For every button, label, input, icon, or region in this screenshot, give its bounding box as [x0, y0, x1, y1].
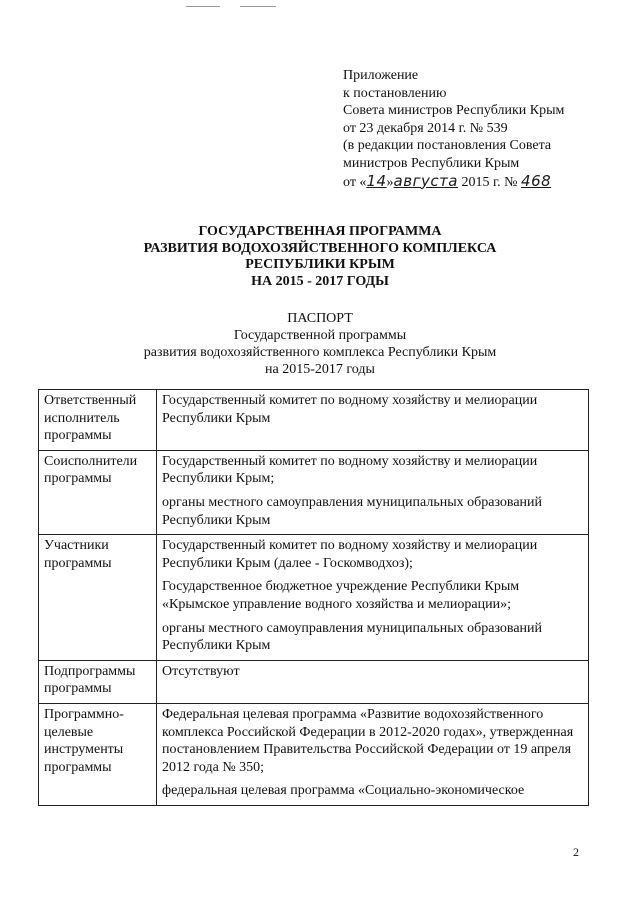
page-number: 2	[573, 845, 579, 859]
appendix-line: (в редакции постановления Совета	[343, 138, 552, 154]
row-paragraph: Государственный комитет по водному хозяйству и мелиорации Республики Крым (далее - Госкомводхоз);	[162, 538, 538, 571]
row-content	[157, 660, 589, 703]
row-label: Ответственный исполнитель программы	[39, 390, 157, 451]
row-paragraph: органы местного самоуправления муниципальных образований Республики Крым	[162, 620, 543, 654]
handwritten-number: 468	[521, 171, 552, 190]
row-label: Программно-целевые инструменты программы	[39, 703, 157, 805]
row-paragraph: федеральная целевая программа «Социально-экономическое	[162, 783, 525, 799]
passport-subtitle: развития водохозяйственного комплекса Республики Крым	[143, 345, 497, 360]
table-row	[39, 660, 589, 703]
row-content	[157, 450, 589, 534]
row-label: Подпрограммы программы	[39, 660, 157, 703]
date-quote: »	[386, 174, 394, 190]
row-paragraph: Федеральная целевая программа «Развитие водохозяйственного комплекса Российской Федерации в 2012-2020 годах», утвержденная постановлением Правительства Российской Федерации от 19 апреля 2012 года № 350;	[162, 706, 574, 775]
passport-title: ПАСПОРТ	[287, 311, 353, 326]
appendix-block	[343, 67, 633, 191]
table-row	[39, 535, 589, 661]
title-line: РЕСПУБЛИКИ КРЫМ	[245, 257, 395, 272]
handwritten-day: 14	[366, 171, 387, 190]
table-row	[39, 703, 589, 805]
appendix-line: министров Республики Крым	[343, 155, 520, 171]
passport-heading	[0, 310, 640, 378]
row-paragraph: Государственный комитет по водному хозяйству и мелиорации Республики Крым	[162, 393, 538, 426]
appendix-line: от 23 декабря 2014 г. № 539	[343, 120, 508, 136]
appendix-line: к постановлению	[343, 85, 447, 101]
row-paragraph: Государственное бюджетное учреждение Республики Крым «Крымское управление водного хозяйства и мелиорации»;	[162, 579, 520, 612]
row-content	[157, 703, 589, 805]
row-paragraph: Отсутствуют	[162, 663, 240, 679]
document-title	[0, 224, 640, 290]
row-paragraph: органы местного самоуправления муниципальных образований Республики Крым	[162, 494, 543, 528]
table-row	[39, 450, 589, 534]
scan-mark	[186, 6, 220, 7]
title-line: РАЗВИТИЯ ВОДОХОЗЯЙСТВЕННОГО КОМПЛЕКСА	[143, 240, 497, 256]
date-year: 2015 г. №	[458, 174, 522, 190]
scan-mark	[240, 6, 276, 7]
passport-table	[38, 389, 589, 806]
title-line: НА 2015 - 2017 ГОДЫ	[251, 273, 389, 289]
handwritten-month: августа	[393, 171, 458, 190]
appendix-line: Совета министров Республики Крым	[343, 103, 565, 119]
appendix-line: Приложение	[343, 68, 419, 83]
date-prefix: от «	[343, 174, 367, 190]
passport-subtitle: Государственной программы	[233, 328, 407, 343]
row-content	[157, 535, 589, 661]
row-label: Участники программы	[39, 535, 157, 661]
table-row	[39, 390, 589, 451]
row-label: Соисполнители программы	[39, 450, 157, 534]
title-line: ГОСУДАРСТВЕННАЯ ПРОГРАММА	[198, 224, 442, 239]
passport-subtitle: на 2015-2017 годы	[265, 362, 375, 377]
appendix-date-line	[343, 173, 633, 192]
row-paragraph: Государственный комитет по водному хозяйству и мелиорации Республики Крым;	[162, 453, 538, 487]
row-content	[157, 390, 589, 451]
